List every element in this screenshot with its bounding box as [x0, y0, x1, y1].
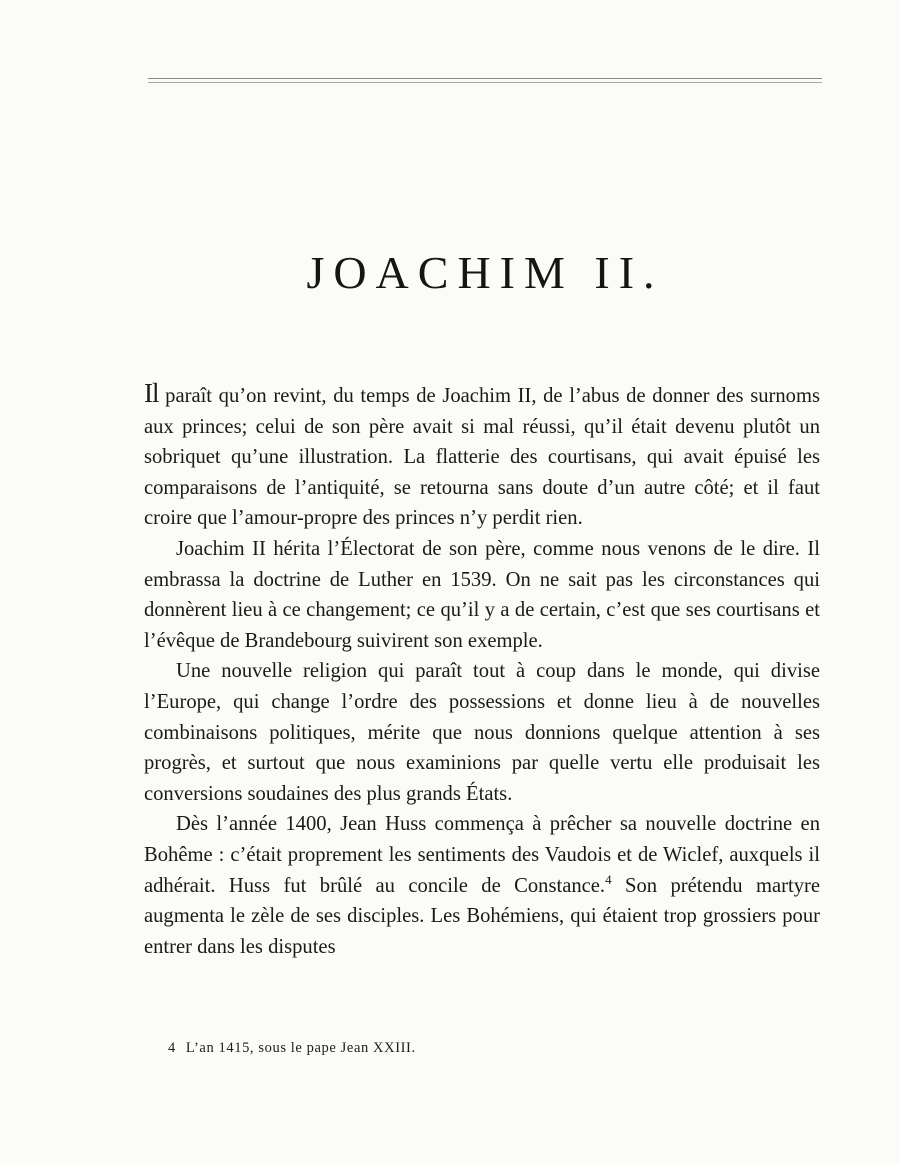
header-rule-lower	[148, 82, 822, 83]
footnote	[168, 1040, 768, 1057]
paragraph-1	[144, 378, 820, 534]
paragraph-4-text-before-note: Dès l’année 1400, Jean Huss commença à prêcher sa nouvelle doctrine en Bohême : c’était proprement les sentiments des Vaudois et de Wiclef, auxquels il adhérait. Huss fut brûlé au concile de Constance.	[144, 813, 820, 897]
footnote-reference: 4	[605, 871, 612, 887]
paragraph-2: Joachim II hérita l’Électorat de son père, comme nous venons de le dire. Il embrassa la doctrine de Luther en 1539. On ne sait pas les circonstances qui donnèrent lieu à ce changement; ce qu’il y a de certain, c’est que ses courtisans et l’évêque de Brandebourg suivirent son exemple.	[144, 537, 820, 652]
footnote-text: L’an 1415, sous le pape Jean XXIII.	[185, 1040, 416, 1056]
paragraph-4-text-after-note: Son prétendu martyre augmenta le zèle de ses disciples. Les Bohémiens, qui étaient trop grossiers pour entrer dans les disputes	[144, 874, 820, 958]
paragraph-3: Une nouvelle religion qui paraît tout à coup dans le monde, qui divise l’Europe, qui change l’ordre des possessions et donne lieu à de nouvelles combinaisons politiques, mérite que nous donnions quelque attention à ses progrès, et surtout que nous examinions par quelle vertu elle produisait les conversions soudaines des plus grands États.	[144, 660, 820, 805]
header-rule-upper	[148, 78, 822, 79]
paragraph-4	[144, 809, 820, 962]
footnote-mark: 4	[168, 1040, 176, 1056]
paragraph-1-text: paraît qu’on revint, du temps de Joachim II, de l’abus de donner des surnoms aux princes; celui de son père avait si mal réussi, qu’il était devenu plutôt un sobriquet qu’une illustration. La flatterie des courtisans, qui avait épuisé les comparaisons de l’antiquité, se retourna sans doute d’un autre côté; et il faut croire que l’amour-propre des princes n’y perdit rien.	[144, 385, 820, 530]
chapter-title: JOACHIM II.	[306, 247, 664, 298]
body-text	[144, 378, 820, 962]
drop-cap: Il	[144, 378, 159, 408]
